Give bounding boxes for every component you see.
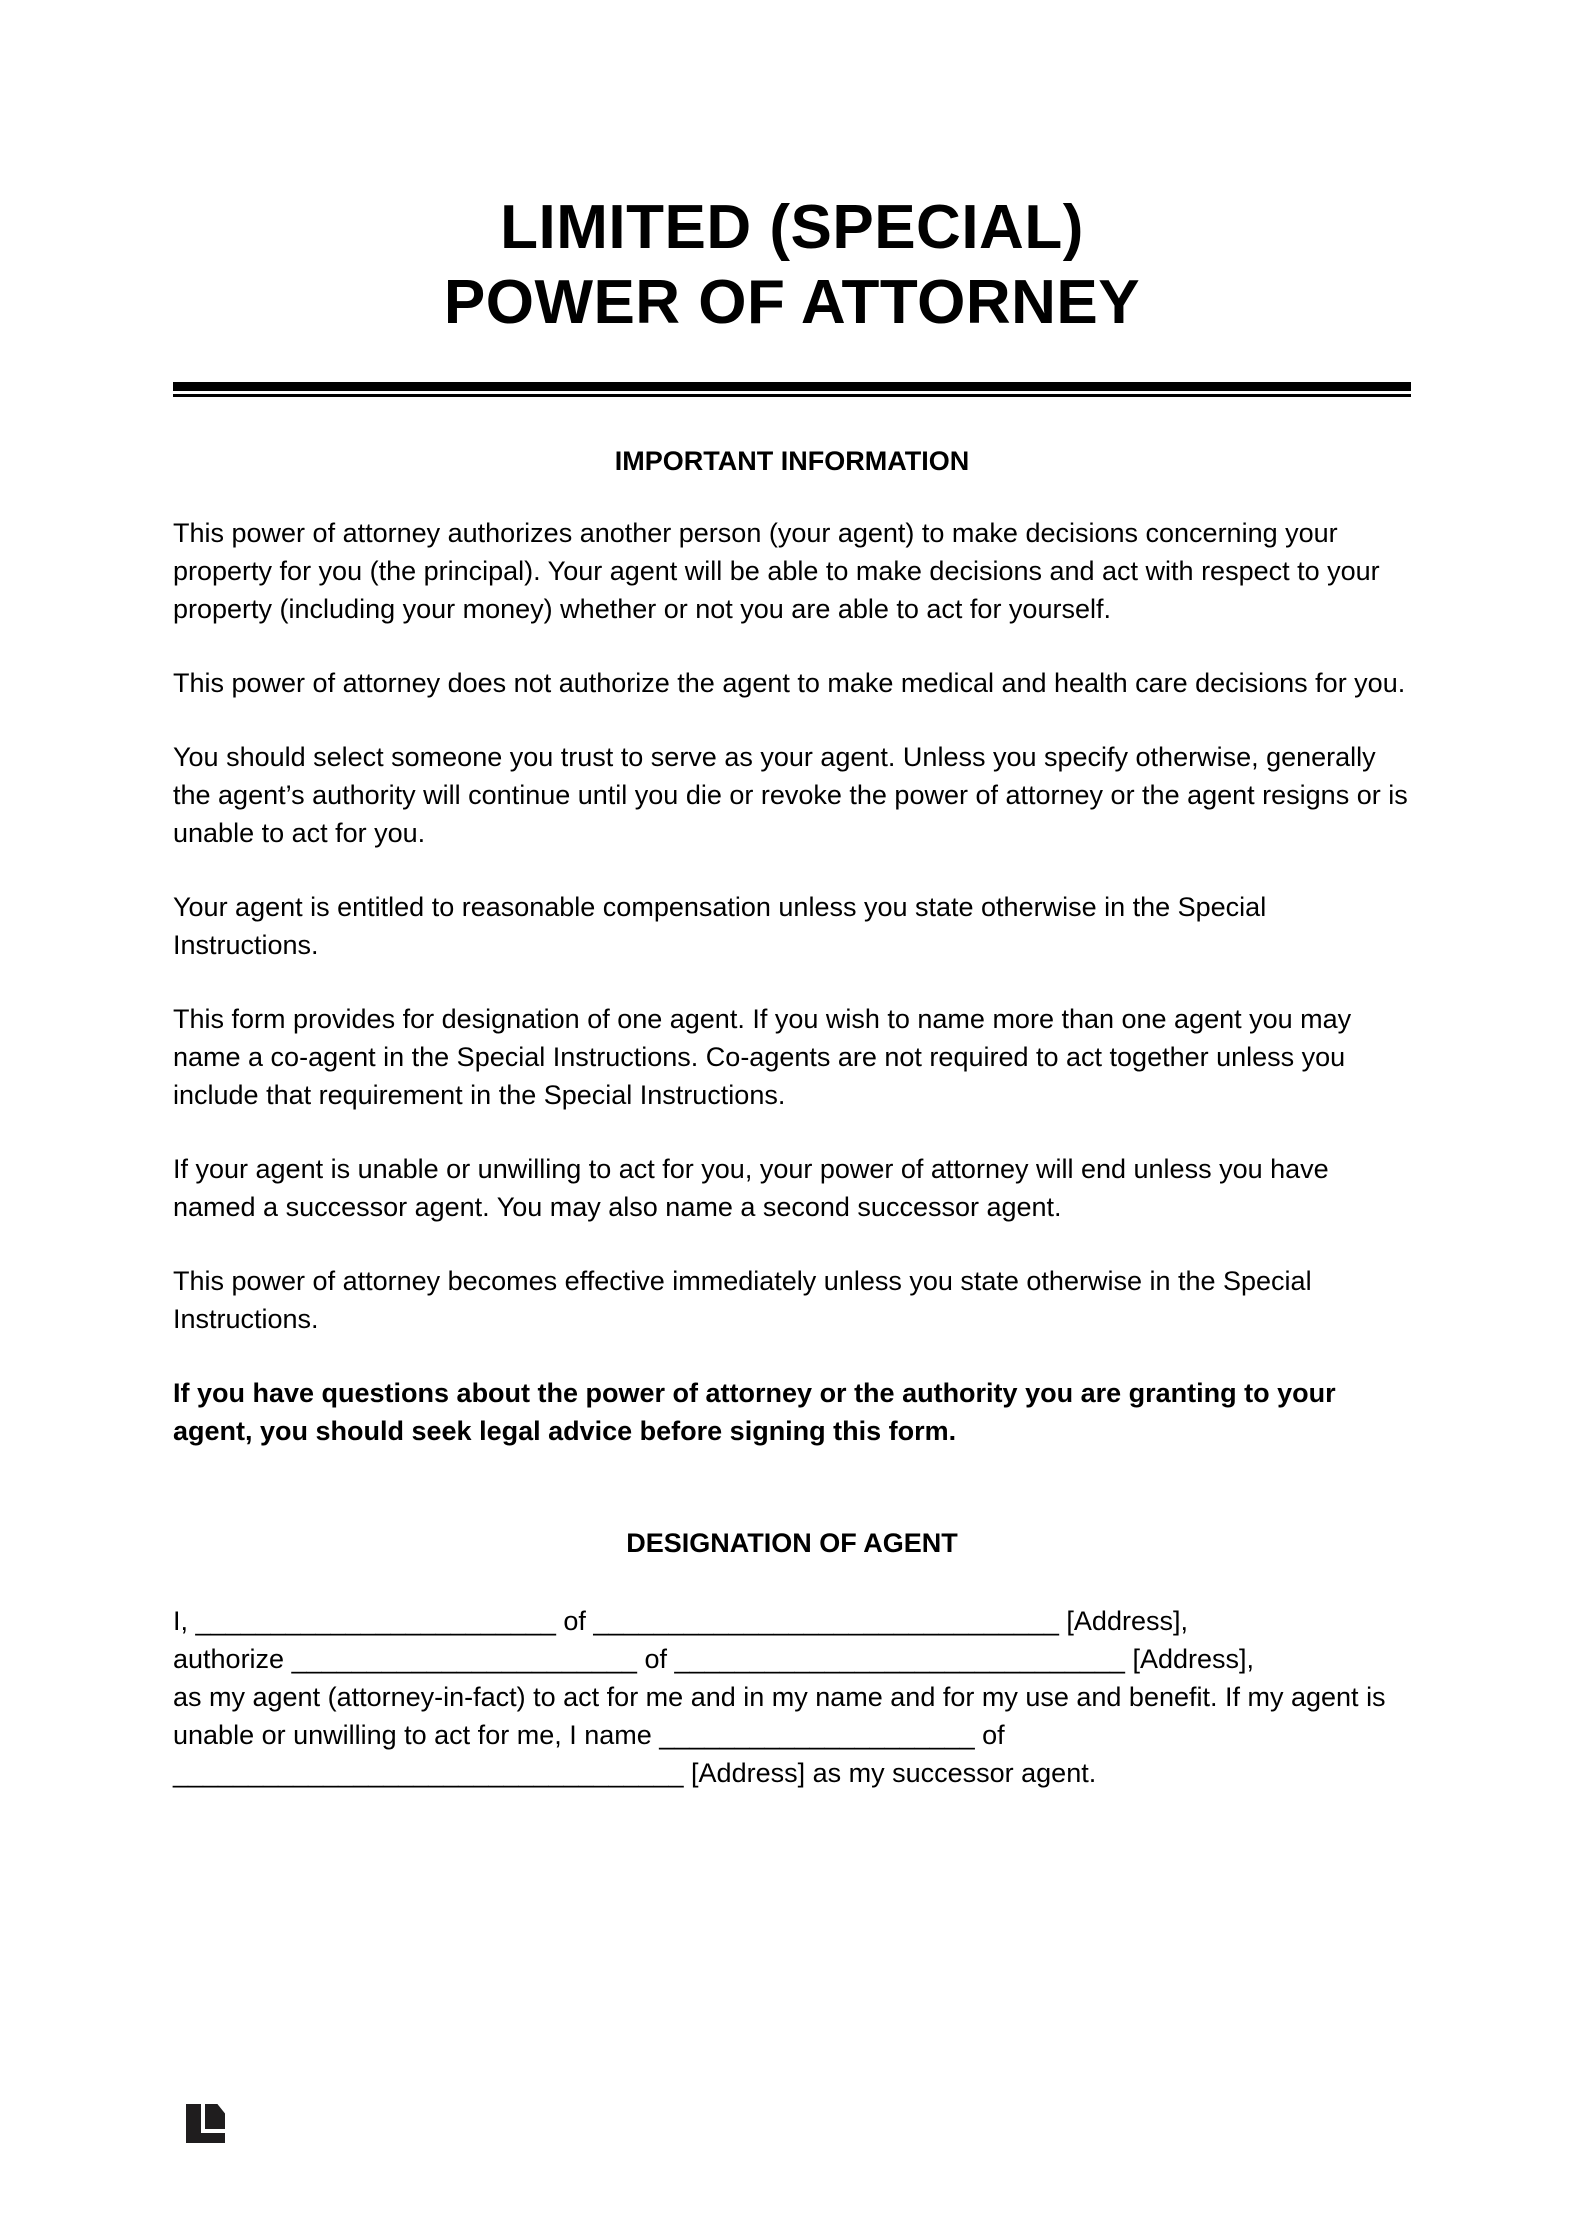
important-information-paragraph: If you have questions about the power of attorney or the authority you are granting to your agent, you should seek legal advice before signing this form.	[173, 1377, 1336, 1446]
important-information-paragraph: Your agent is entitled to reasonable compensation unless you state otherwise in the Special Instructions.	[173, 891, 1267, 960]
important-information-heading: IMPORTANT INFORMATION	[614, 445, 970, 476]
important-information-paragraph: This power of attorney does not authorize the agent to make medical and health care decisions for you.	[173, 667, 1406, 698]
designation-fill-in-line: as my agent (attorney-in-fact) to act for me and in my name and for my use and benefit. If my agent is	[173, 1681, 1386, 1712]
designation-fill-in-line: __________________________________ [Address] as my successor agent.	[173, 1757, 1097, 1788]
designation-of-agent-heading: DESIGNATION OF AGENT	[626, 1527, 958, 1558]
designation-fill-in-line: I, ________________________ of _______________________________ [Address],	[173, 1605, 1188, 1636]
important-information-paragraph: This power of attorney becomes effective immediately unless you state otherwise in the Special Instructions.	[173, 1265, 1312, 1334]
page-title-line-2: POWER OF ATTORNEY	[443, 268, 1141, 337]
important-information-paragraph: If your agent is unable or unwilling to act for you, your power of attorney will end unless you have named a successor agent. You may also name a second successor agent.	[173, 1153, 1329, 1222]
logo-bottom-bar	[186, 2133, 225, 2143]
legal-templates-logo	[186, 2104, 225, 2143]
important-information-paragraphs	[173, 514, 1411, 1450]
important-information-paragraph: This power of attorney authorizes another person (your agent) to make decisions concerning your property for you (the principal). Your agent will be able to make decisions and act with respect to your property (including your money) whether or not you are able to act for yourself.	[173, 517, 1380, 624]
document-page	[0, 190, 1583, 2238]
important-information-paragraph: You should select someone you trust to serve as your agent. Unless you specify otherwise, generally the agent’s authority will continue until you die or revoke the power of attorney or the agent resigns or is unable to act for you.	[173, 741, 1408, 848]
important-information-paragraph: This form provides for designation of one agent. If you wish to name more than one agent you may name a co-agent in the Special Instructions. Co-agents are not required to act together unless you include that requirement in the Special Instructions.	[173, 1003, 1352, 1110]
designation-fill-in-line: authorize _______________________ of ______________________________ [Address],	[173, 1643, 1255, 1674]
designation-fill-in-line: unable or unwilling to act for me, I name _____________________ of	[173, 1719, 1005, 1750]
designation-of-agent-lines	[173, 1602, 1411, 1792]
page-title	[173, 190, 1411, 340]
page-title-line-1: LIMITED (SPECIAL)	[500, 193, 1084, 262]
logo-folded-corner-block	[205, 2104, 225, 2129]
title-divider-rule	[173, 382, 1411, 397]
